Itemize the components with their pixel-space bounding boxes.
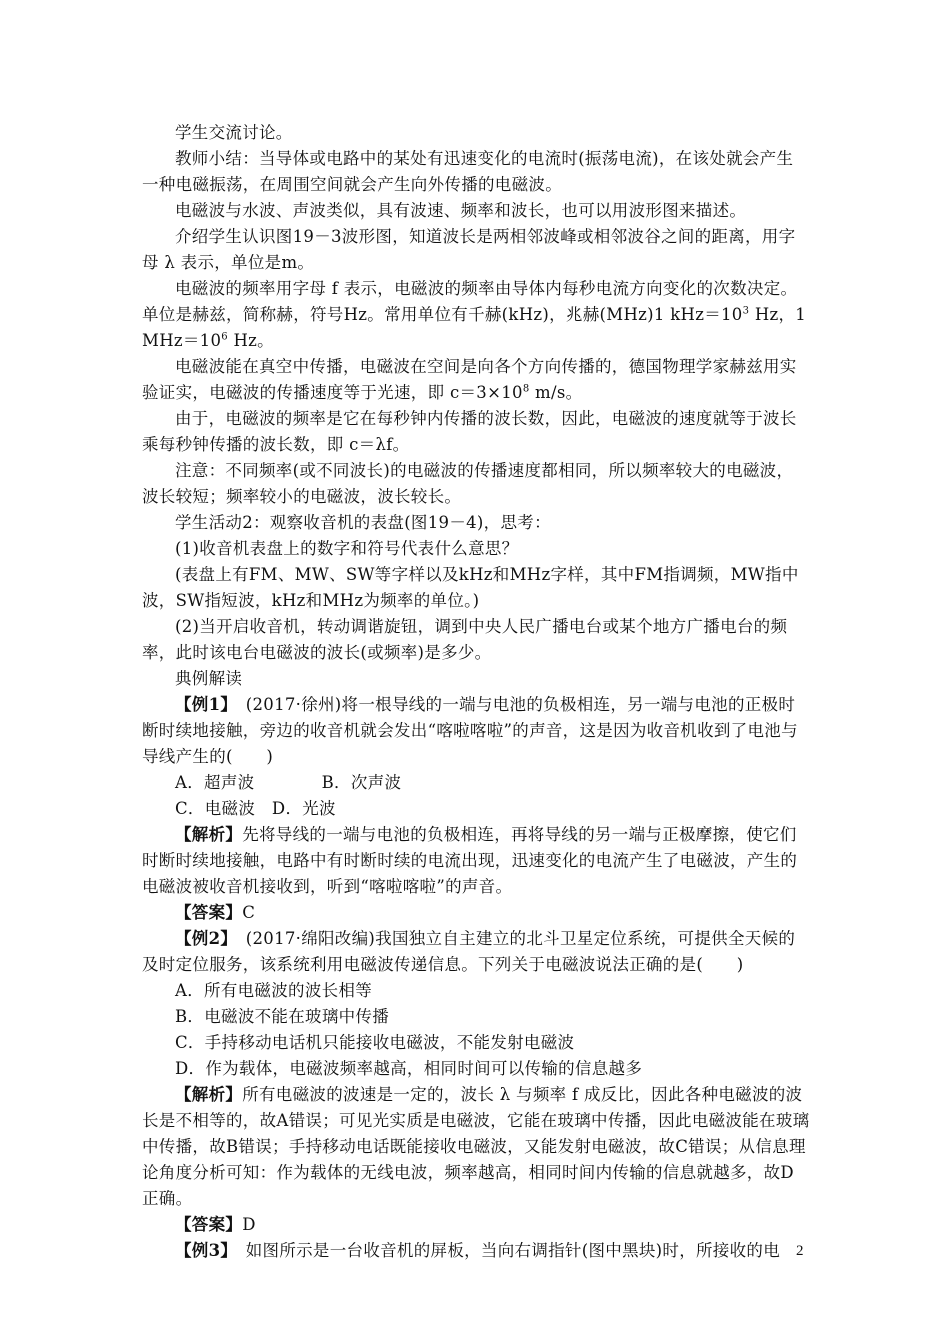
choice-b: B．电磁波不能在玻璃中传播: [175, 1007, 390, 1026]
answer-tag: 【答案】: [175, 1215, 243, 1234]
text: 电磁波能在真空中传播，电磁波在空间是向各个方向传播的，德国物理学家赫兹用实验证实，电磁波的传播速度等于光速，即 c＝3×10: [142, 357, 797, 402]
text: Hz。: [227, 331, 274, 350]
example-2-answer: [142, 1212, 810, 1238]
paragraph: 学生活动2：观察收音机的表盘(图19－4)，思考：: [175, 513, 551, 532]
section-heading: 典例解读: [175, 669, 243, 688]
question-text: (2017·绵阳改编)我国独立自主建立的北斗卫星定位系统，可提供全天候的及时定位服务，该系统利用电磁波传递信息。下列关于电磁波说法正确的是( ): [142, 929, 796, 974]
example-1-analysis: [142, 822, 810, 900]
choice-a: A．所有电磁波的波长相等: [175, 981, 373, 1000]
paragraph-speed: [142, 354, 810, 406]
paragraph: (2)当开启收音机，转动调谐旋钮，调到中央人民广播电台或某个地方广播电台的频率，此时该电台电磁波的波长(或频率)是多少。: [142, 617, 788, 662]
example-3-question: [142, 1238, 810, 1264]
choice-row: A．超声波 B．次声波: [175, 773, 402, 792]
answer-tag: 【答案】: [175, 903, 243, 922]
example-1-question: [142, 692, 810, 770]
paragraph: (1)收音机表盘上的数字和符号代表什么意思？: [175, 539, 519, 558]
paragraph-frequency: [142, 276, 810, 354]
paragraph: 学生交流讨论。: [175, 123, 293, 142]
page-body: [142, 120, 810, 1264]
paragraph: 电磁波与水波、声波类似，具有波速、频率和波长，也可以用波形图来描述。: [175, 201, 747, 220]
example-2-question: [142, 926, 810, 978]
example-tag: 【例3】: [175, 1241, 229, 1260]
paragraph: 由于，电磁波的频率是它在每秒钟内传播的波长数，因此，电磁波的速度就等于波长乘每秒钟传播的波长数，即 c＝λf。: [142, 409, 797, 454]
choice-d: D．作为载体，电磁波频率越高，相同时间可以传输的信息越多: [175, 1059, 643, 1078]
page-number: 2: [796, 1243, 804, 1259]
choice-c: C．手持移动电话机只能接收电磁波，不能发射电磁波: [175, 1033, 575, 1052]
choice-row: C．电磁波 D．光波: [175, 799, 336, 818]
superscript: 8: [522, 383, 530, 395]
answer-text: D: [242, 1215, 256, 1234]
analysis-text: 所有电磁波的波速是一定的，波长 λ 与频率 f 成反比，因此各种电磁波的波长是不相等的，故A错误；可见光实质是电磁波，它能在玻璃中传播，因此电磁波能在玻璃中传播，故B错误；手持移动电话既能接收电磁波，又能发射电磁波，故C错误；从信息理论角度分析可知：作为载体的无线电波，频率越高，相同时间内传输的信息就越多，故D正确。: [142, 1085, 810, 1208]
paragraph: 教师小结：当导体或电路中的某处有迅速变化的电流时(振荡电流)，在该处就会产生一种电磁振荡，在周围空间就会产生向外传播的电磁波。: [142, 149, 794, 194]
example-1-answer: [142, 900, 810, 926]
answer-text: C: [242, 903, 256, 922]
analysis-tag: 【解析】: [175, 825, 243, 844]
superscript: 6: [221, 331, 228, 343]
superscript: 3: [742, 305, 750, 317]
analysis-tag: 【解析】: [175, 1085, 243, 1104]
text: 电磁波的频率用字母 f 表示，电磁波的频率由导体内每秒电流方向变化的次数决定。单位是赫兹，简称赫，符号Hz。常用单位有千赫(kHz)，兆赫(MHz)1 kHz＝10: [142, 279, 798, 324]
question-text: (2017·徐州)将一根导线的一端与电池的负极相连，另一端与电池的正极时断时续地接触，旁边的收音机就会发出“喀啦喀啦”的声音，这是因为收音机收到了电池与导线产生的( ): [142, 695, 798, 766]
example-2-analysis: [142, 1082, 810, 1212]
paragraph: 注意：不同频率(或不同波长)的电磁波的传播速度都相同，所以频率较大的电磁波，波长较短；频率较小的电磁波，波长较长。: [142, 461, 794, 506]
analysis-text: 先将导线的一端与电池的负极相连，再将导线的另一端与正极摩擦，使它们时断时续地接触，电路中有时断时续的电流出现，迅速变化的电流产生了电磁波，产生的电磁波被收音机接收到，听到“喀啦喀啦”的声音。: [142, 825, 798, 896]
text: m/s。: [529, 383, 583, 402]
text: Hz，1 MHz＝10: [142, 305, 807, 350]
paragraph: (表盘上有FM、MW、SW等字样以及kHz和MHz字样，其中FM指调频，MW指中波，SW指短波，kHz和MHz为频率的单位。): [142, 565, 799, 610]
example-tag: 【例1】: [175, 695, 229, 714]
example-tag: 【例2】: [175, 929, 229, 948]
paragraph: 介绍学生认识图19－3波形图，知道波长是两相邻波峰或相邻波谷之间的距离，用字母 λ 表示，单位是m。: [142, 227, 796, 272]
question-text: 如图所示是一台收音机的屏板，当向右调指针(图中黑块)时，所接收的电: [228, 1241, 781, 1260]
